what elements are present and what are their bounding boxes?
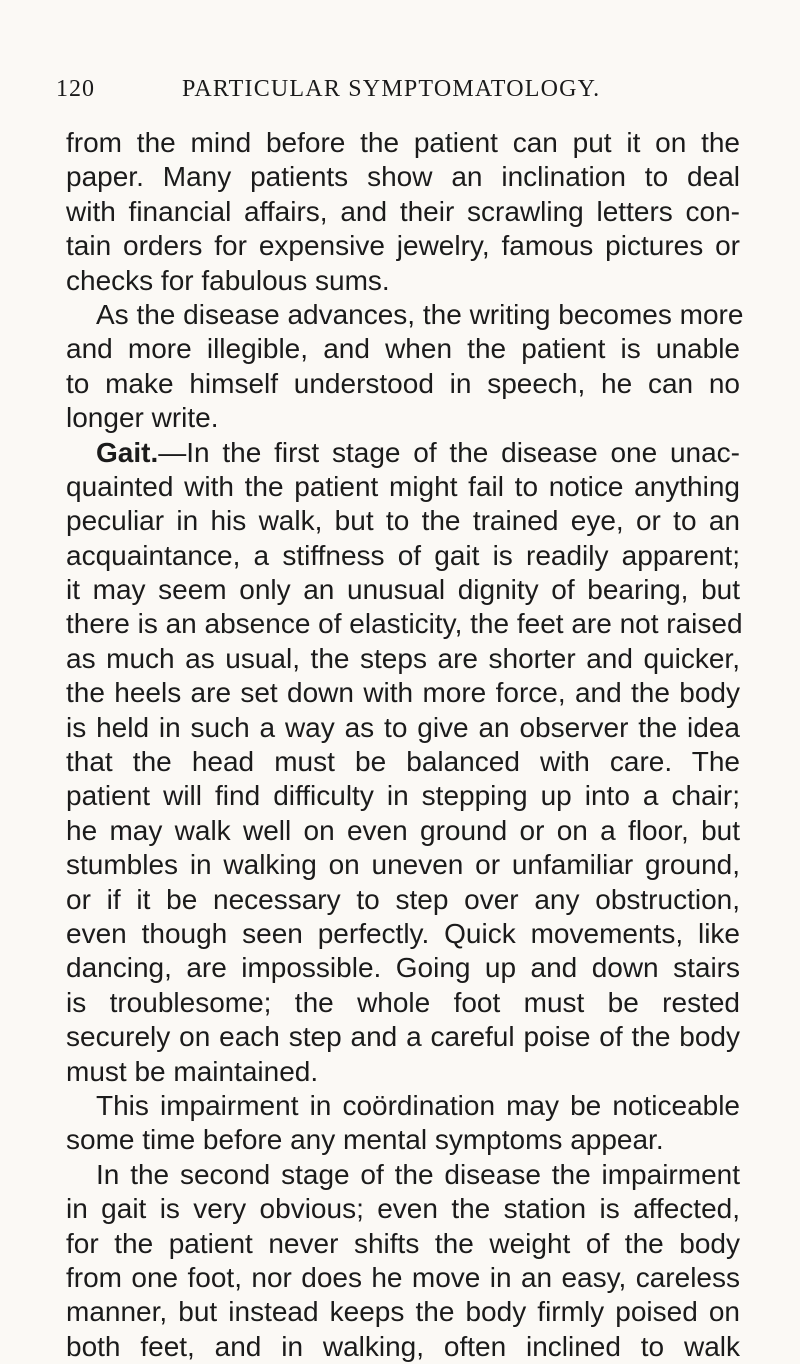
text-line: or if it be necessary to step over any obstruction,: [66, 883, 740, 915]
text-line: and more illegible, and when the patient is unable: [66, 333, 740, 365]
text-line: even though seen perfectly. Quick movements, like: [66, 917, 740, 949]
text-line: it may seem only an unusual dignity of bearing, but: [66, 574, 740, 606]
paragraph-p5: [66, 1158, 740, 1364]
text-line: securely on each step and a careful poise of the body: [66, 1021, 740, 1053]
paragraph-p4: [66, 1089, 740, 1158]
text-line: must be maintained.: [66, 1055, 319, 1087]
text-line: some time before any mental symptoms appear.: [66, 1124, 664, 1156]
text-line: he may walk well on even ground or on a floor, but: [66, 814, 740, 846]
text-line: that the head must be balanced with care. The: [66, 746, 740, 778]
page-number: 120: [56, 76, 95, 102]
paragraph-p1: [66, 126, 740, 298]
text-line: both feet, and in walking, often inclined to walk: [66, 1330, 740, 1362]
text-line: in gait is very obvious; even the station is affected,: [66, 1193, 740, 1225]
text-line: manner, but instead keeps the body firmly poised on: [66, 1296, 740, 1328]
paragraph-gait: [66, 436, 743, 1089]
text-line: peculiar in his walk, but to the trained eye, or to an: [66, 505, 740, 537]
text-line: dancing, are impossible. Going up and down stairs: [66, 952, 740, 984]
text-line: As the disease advances, the writing becomes more: [96, 298, 744, 330]
page-header: [50, 76, 750, 108]
text-line: acquaintance, a stiffness of gait is readily apparent;: [66, 539, 740, 571]
text-line: In the second stage of the disease the impairment: [96, 1158, 740, 1190]
text-line: This impairment in coördination may be noticeable: [96, 1089, 740, 1121]
text-line: for the patient never shifts the weight of the body: [66, 1227, 740, 1259]
body-text: [66, 126, 744, 1364]
text-line: the heels are set down with more force, and the body: [66, 677, 740, 709]
text-line: tain orders for expensive jewelry, famous pictures or: [66, 230, 740, 262]
text-line: from the mind before the patient can put it on the: [66, 127, 740, 158]
text-line: from one foot, nor does he move in an easy, careless: [66, 1261, 740, 1293]
text-line: is held in such a way as to give an observer the idea: [66, 711, 740, 743]
text-line: longer write.: [66, 402, 219, 434]
text-line: patient will find difficulty in stepping up into a chair;: [66, 780, 740, 812]
text-line: with financial affairs, and their scrawling letters con-: [66, 195, 740, 227]
text-line: quainted with the patient might fail to notice anything: [66, 470, 740, 502]
text-line: there is an absence of elasticity, the feet are not raised: [66, 608, 743, 640]
running-head: PARTICULAR SYMPTOMATOLOGY.: [182, 76, 601, 102]
text-line: checks for fabulous sums.: [66, 264, 390, 296]
run-in-line-text: —In the first stage of the disease one unac-: [158, 436, 740, 468]
text-line: to make himself understood in speech, he can no: [66, 367, 740, 399]
text-line: as much as usual, the steps are shorter and quicker,: [66, 642, 740, 674]
text-line: paper. Many patients show an inclination to deal: [66, 161, 740, 193]
text-line: is troublesome; the whole foot must be rested: [66, 986, 740, 1018]
text-line: [66, 436, 740, 470]
section-run-in-heading: Gait.: [96, 436, 159, 468]
paragraph-p2: [66, 298, 744, 436]
text-line: stumbles in walking on uneven or unfamiliar ground,: [66, 849, 740, 881]
